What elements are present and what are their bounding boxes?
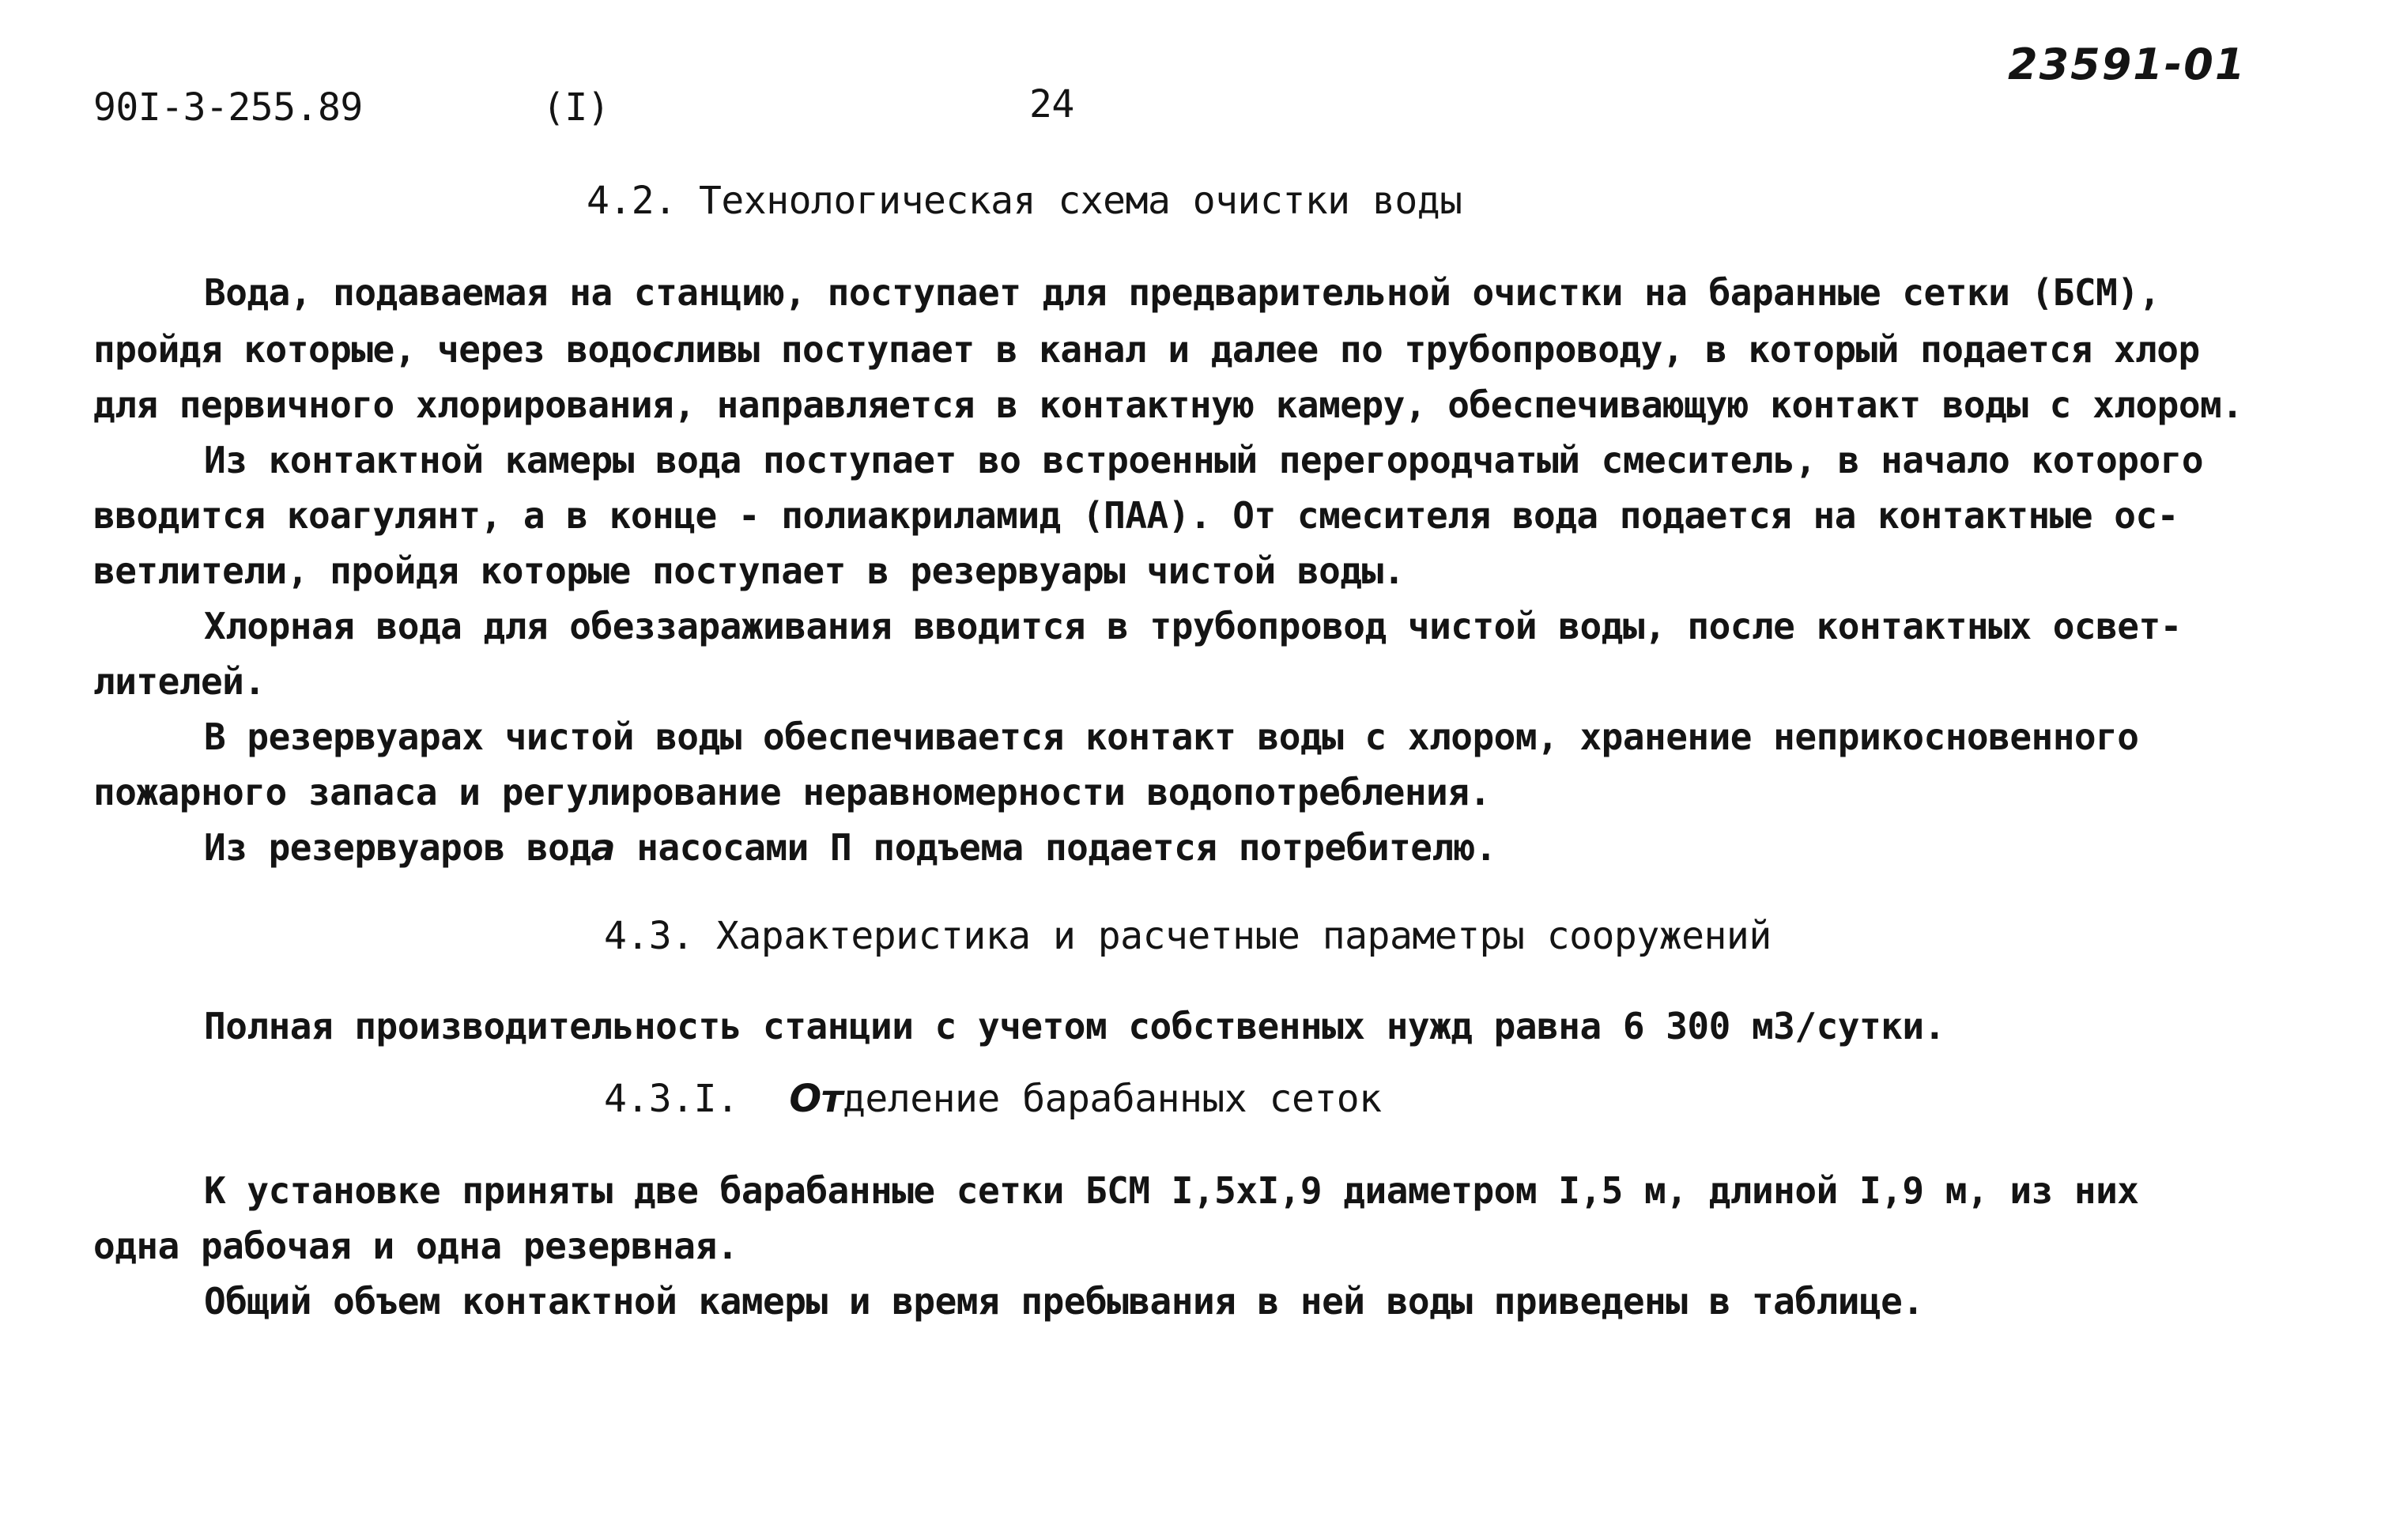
paragraph-line: Общий объем контактной камеры и время пребывания в ней воды приведены в таблице. bbox=[204, 1280, 1924, 1323]
paragraph-line bbox=[204, 825, 1496, 870]
handwritten-insert: От bbox=[789, 1077, 843, 1121]
paragraph-line bbox=[93, 327, 2200, 372]
paragraph-line: Полная производительность станции с учетом собственных нужд равна 6 300 м3/сутки. bbox=[204, 1005, 1945, 1047]
section-4-2-title: 4.2. Технологическая схема очистки воды bbox=[587, 179, 1462, 223]
paragraph-line: вводится коагулянт, а в конце - полиакриламид (ПАА). От смесителя вода подается на контактные ос- bbox=[93, 494, 2179, 537]
paragraph-line: лителей. bbox=[93, 660, 266, 703]
section-number: 4.3.I. bbox=[604, 1077, 739, 1121]
page-number: 24 bbox=[1029, 82, 1074, 126]
paragraph-line: для первичного хлорирования, направляется в контактную камеру, обеспечивающую контакт воды с хлором. bbox=[93, 383, 2243, 426]
doc-code: 90I-3-255.89 bbox=[93, 85, 363, 130]
paragraph-line: Хлорная вода для обеззараживания вводится в трубопровод чистой воды, после контактных освет- bbox=[204, 605, 2182, 647]
line-part: насосами П подъема подается потребителю. bbox=[636, 826, 1497, 869]
handwritten-insert: с bbox=[652, 328, 674, 371]
paragraph-line: Из контактной камеры вода поступает во встроенный перегородчатый смеситель, в начало которого bbox=[204, 439, 2204, 481]
paragraph-line: ветлители, пройдя которые поступает в резервуары чистой воды. bbox=[93, 549, 1405, 592]
handwritten-insert: а bbox=[591, 826, 616, 869]
handwritten-stamp-number: 23591-01 bbox=[2008, 40, 2247, 89]
paragraph-line: пожарного запаса и регулирование неравномерности водопотребления. bbox=[93, 771, 1491, 813]
line-part: пройдя которые, через водо bbox=[93, 328, 653, 371]
section-title-text: деление барабанных сеток bbox=[843, 1077, 1382, 1121]
paragraph-line: Вода, подаваемая на станцию, поступает для предварительной очистки на баранные сетки (БСМ), bbox=[204, 271, 2160, 314]
paragraph-line: В резервуарах чистой воды обеспечивается контакт воды с хлором, хранение неприкосновенного bbox=[204, 715, 2139, 758]
line-part: Из резервуаров вод bbox=[204, 826, 591, 869]
section-4-3-title: 4.3. Характеристика и расчетные параметры сооружений bbox=[604, 914, 1772, 958]
paragraph-line: одна рабочая и одна резервная. bbox=[93, 1225, 738, 1267]
part-number: (I) bbox=[542, 85, 610, 130]
section-4-3-1-title bbox=[604, 1077, 1382, 1121]
paragraph-line: К установке приняты две барабанные сетки БСМ I,5xI,9 диаметром I,5 м, длиной I,9 м, из них bbox=[204, 1169, 2139, 1212]
line-part: ливы поступает в канал и далее по трубопроводу, в который подается хлор bbox=[673, 328, 2200, 371]
